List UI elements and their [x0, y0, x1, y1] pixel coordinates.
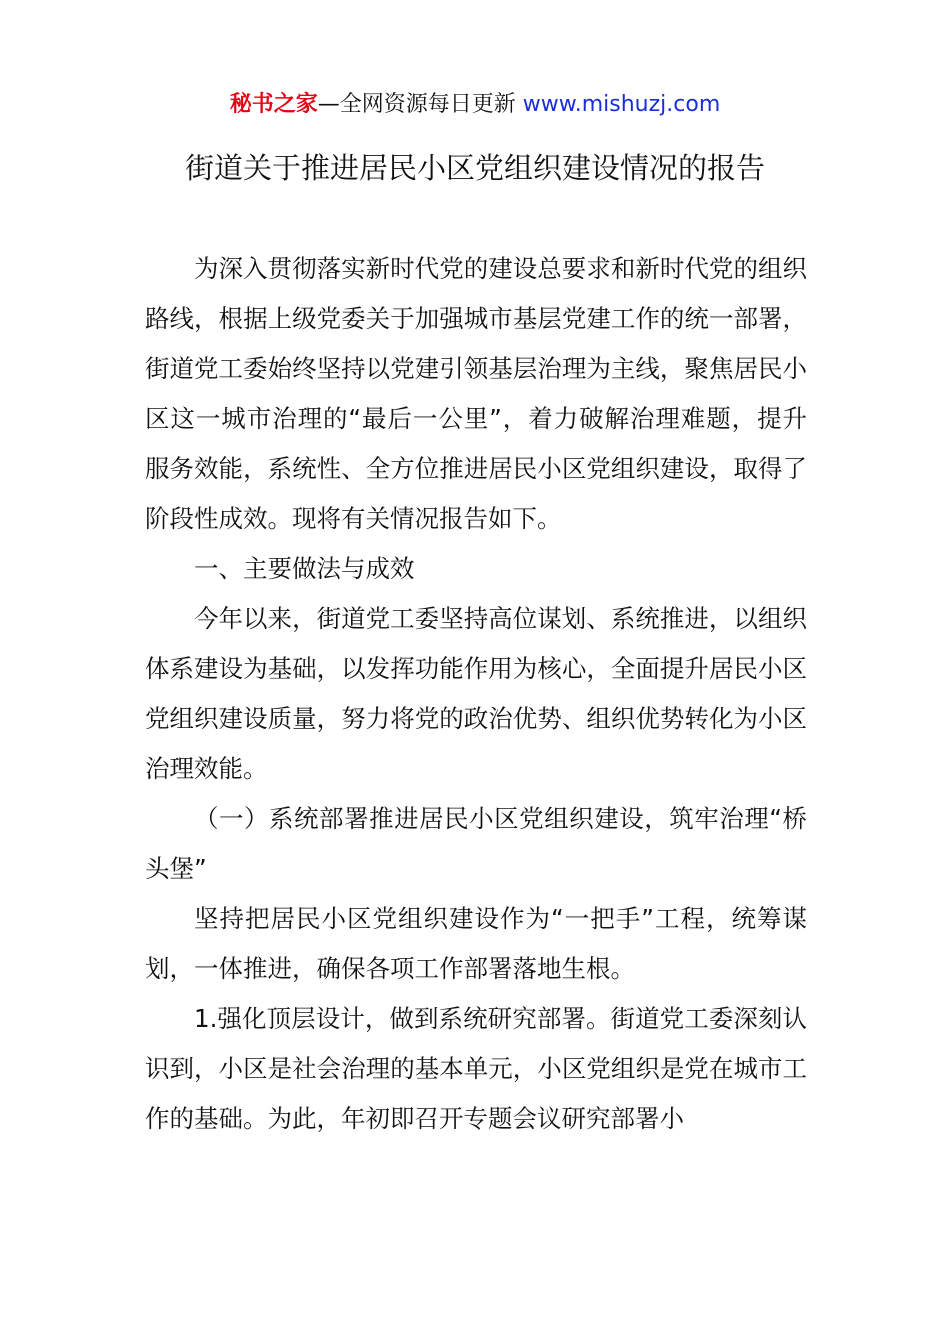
site-brand: 秘书之家: [229, 92, 318, 117]
document-body: [145, 244, 807, 1144]
site-header: [0, 88, 950, 122]
subsection-heading: （一）系统部署推进居民小区党组织建设，筑牢治理“桥头堡”: [145, 804, 807, 883]
site-slogan: —全网资源每日更新: [317, 92, 523, 117]
section-paragraph: 今年以来，街道党工委坚持高位谋划、系统推进，以组织体系建设为基础，以发挥功能作用为核心，全面提升居民小区党组织建设质量，努力将党的政治优势、组织优势转化为小区治理效能。: [145, 604, 807, 783]
intro-paragraph: 为深入贯彻落实新时代党的建设总要求和新时代党的组织路线，根据上级党委关于加强城市基层党建工作的统一部署，街道党工委始终坚持以党建引领基层治理为主线，聚焦居民小区这一城市治理的“最后一公里”，着力破解治理难题，提升服务效能，系统性、全方位推进居民小区党组织建设，取得了阶段性成效。现将有关情况报告如下。: [145, 254, 807, 533]
document-title: 街道关于推进居民小区党组织建设情况的报告: [184, 151, 765, 185]
section-heading: 一、主要做法与成效: [194, 554, 415, 583]
subsection-paragraph: 坚持把居民小区党组织建设作为“一把手”工程，统筹谋划，一体推进，确保各项工作部署落地生根。: [145, 904, 807, 983]
item-paragraph: 1.强化顶层设计，做到系统研究部署。街道党工委深刻认识到，小区是社会治理的基本单元，小区党组织是党在城市工作的基础。为此，年初即召开专题会议研究部署小: [145, 1004, 807, 1133]
site-url-link[interactable]: www.mishuzj.com: [522, 92, 721, 117]
